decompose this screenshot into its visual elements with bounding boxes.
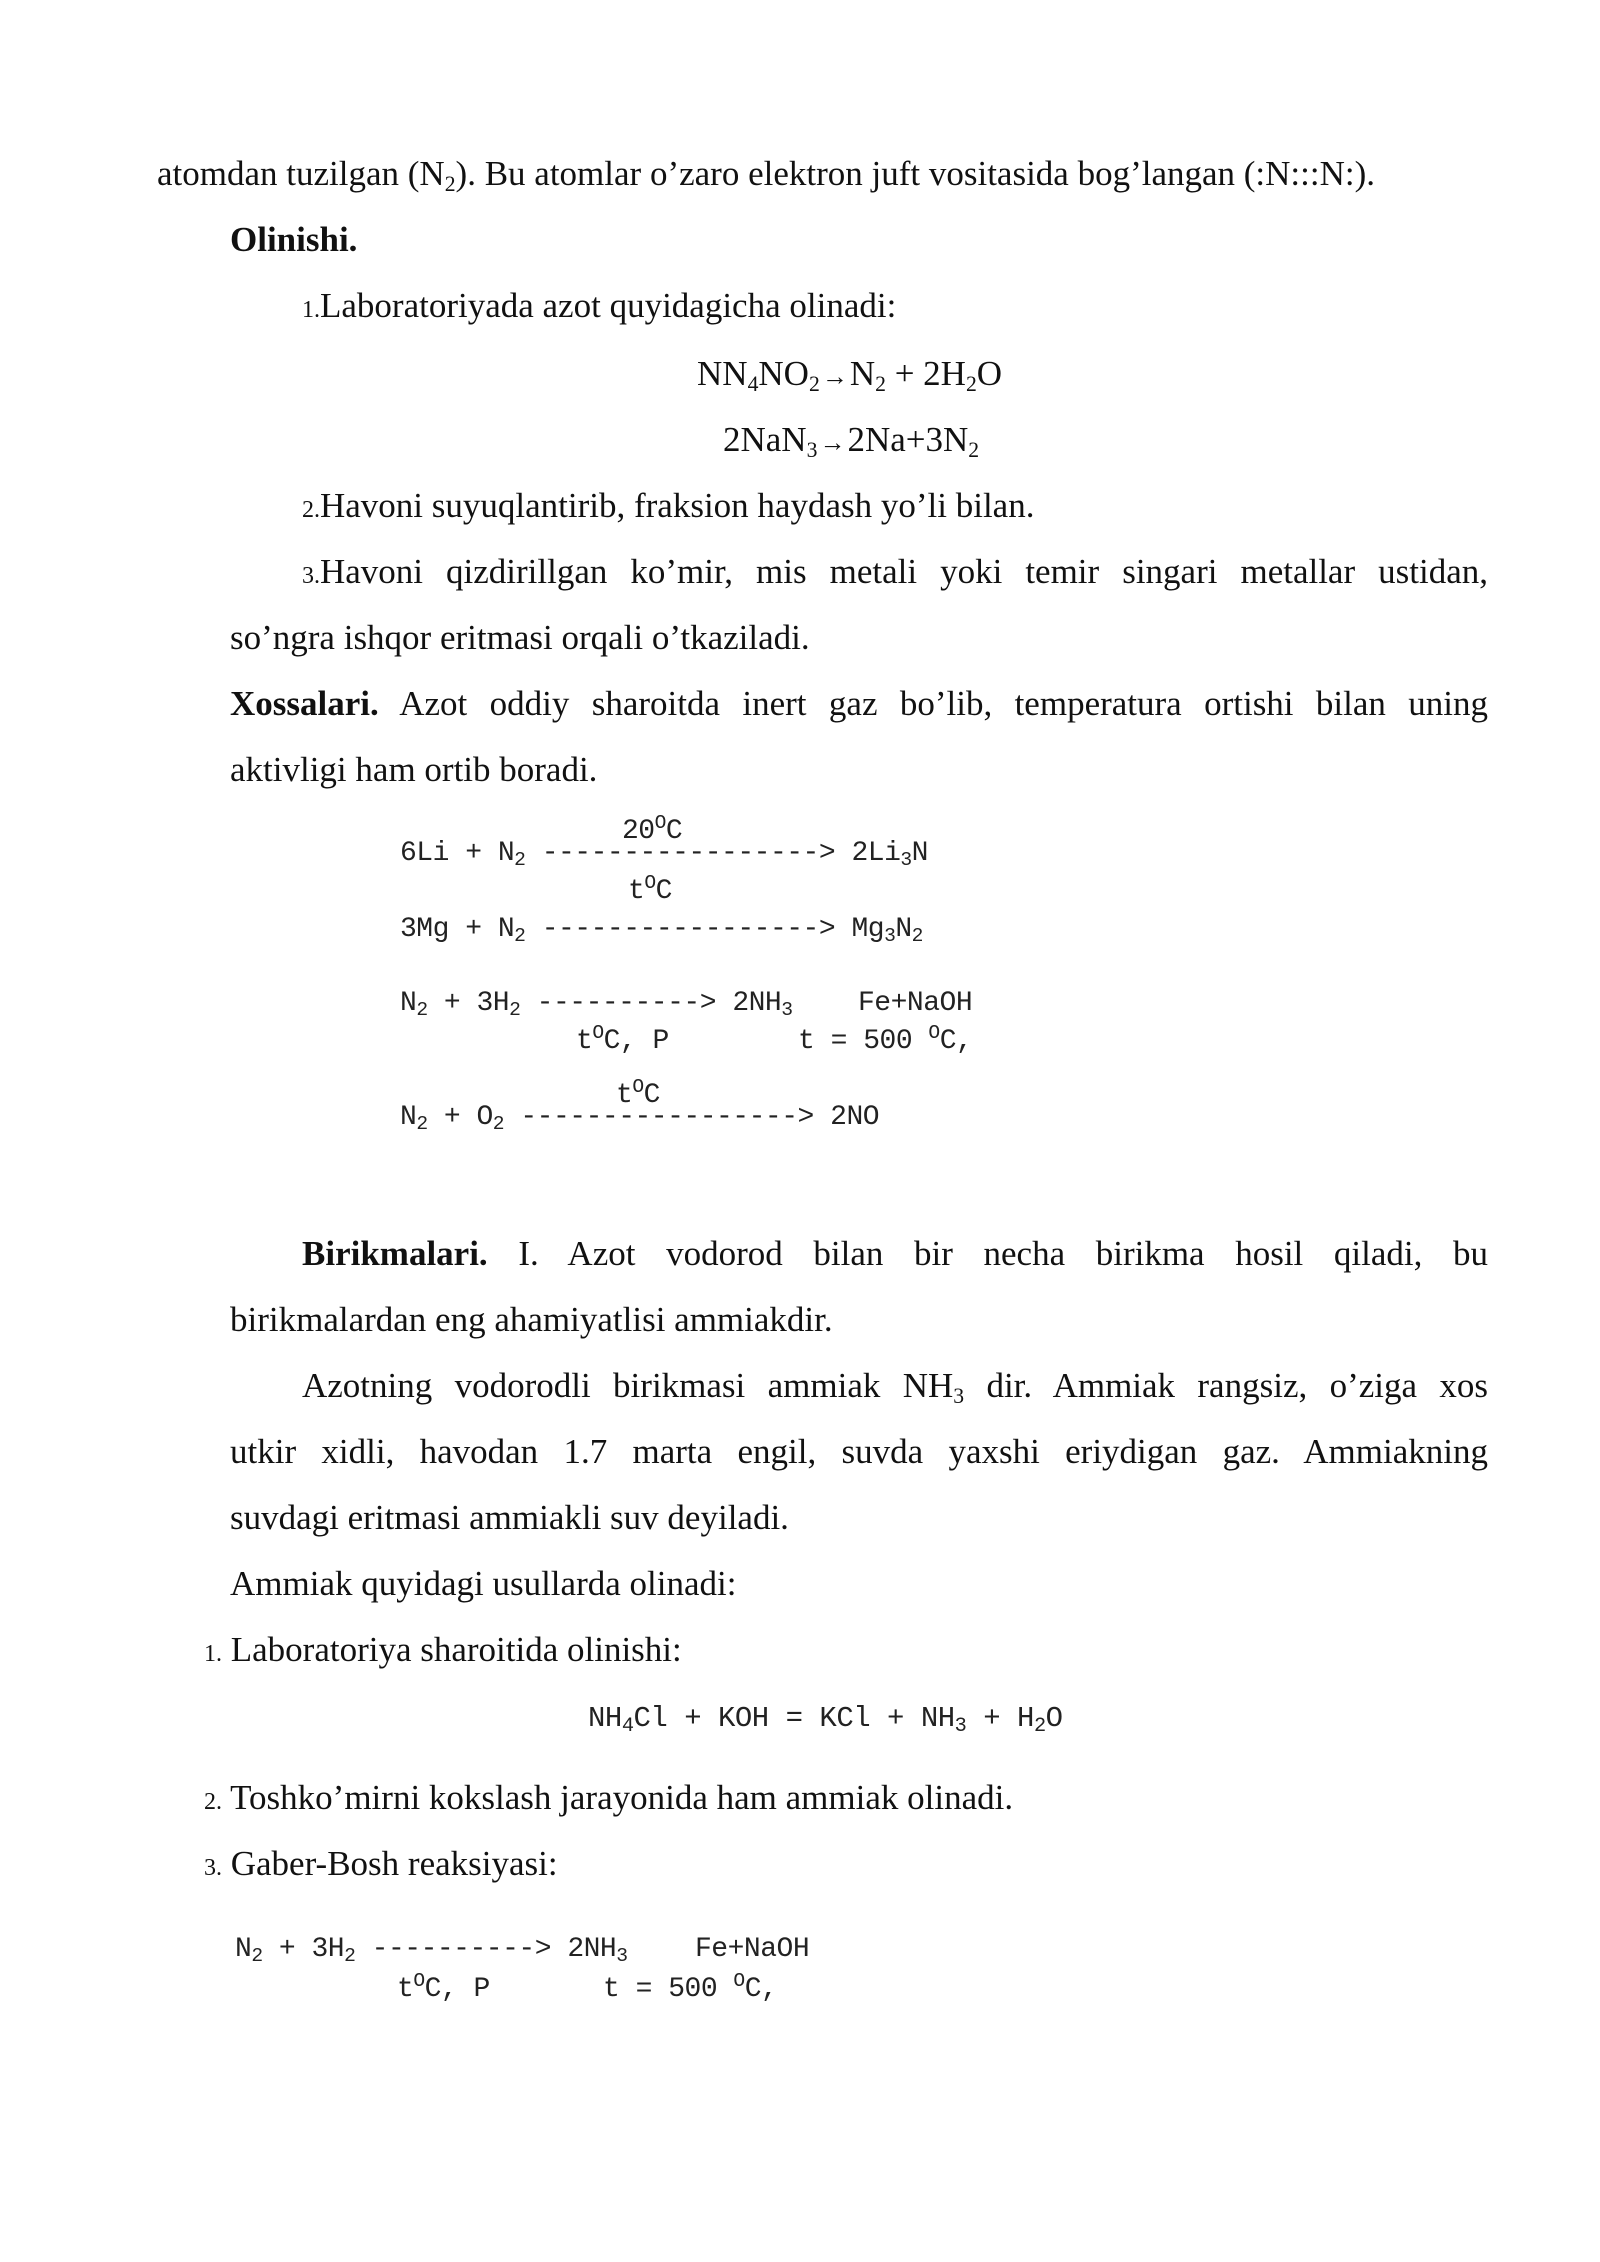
olinishi-item-3-line-1: 3.Havoni qizdirillgan ko’mir, mis metali yoki temir singari metallar ustidan,	[302, 552, 1488, 591]
reaction-3-temperature: t = 500 $^O$C,	[798, 1022, 973, 1057]
reaction-4: N2 + O2 -----------------> 2NO	[400, 1102, 880, 1135]
ammiak-item-2: 2. Toshko’mirni kokslash jarayonida ham ammiak olinadi.	[204, 1778, 1014, 1817]
olinishi-heading: Olinishi.	[230, 220, 358, 259]
gaber-bosh-image	[235, 1934, 855, 2014]
reactions-image	[400, 812, 1020, 1142]
reaction-1-below: $t^OC$	[628, 872, 672, 907]
ammiak-paragraph-line-2: utkir xidli, havodan 1.7 marta engil, suvda yaxshi eriydigan gaz. Ammiakning	[230, 1432, 1488, 1471]
equation-1: $NN_4NO_2\to N_2 + 2H_2O$	[697, 354, 1003, 397]
gaber-condition: $t^OC$, P	[397, 1970, 490, 2005]
reaction-4-condition: $t^OC$	[616, 1076, 660, 1111]
reaction-1: 6Li + N2 -----------------> 2Li3N	[400, 838, 928, 871]
xossalari-line-1: Xossalari. Azot oddiy sharoitda inert gaz bo’lib, temperatura ortishi bilan uning	[230, 684, 1488, 723]
ammiak-paragraph-line-3: suvdagi eritmasi ammiakli suv deyiladi.	[230, 1498, 789, 1537]
birikmalari-line-2: birikmalardan eng ahamiyatlisi ammiakdir.	[230, 1300, 833, 1339]
reaction-3-condition: $t^OC$, P	[576, 1022, 669, 1057]
equation-3: NH4Cl + KOH = KCl + NH3 + H2O	[588, 1702, 1063, 1739]
reaction-1-condition: $20^OC$	[622, 812, 683, 847]
xossalari-line-2: aktivligi ham ortib boradi.	[230, 750, 598, 789]
olinishi-item-1: 1.Laboratoriyada azot quyidagicha olinadi:	[302, 286, 897, 325]
equation-2: $2NaN_3\to 2Na+3N_2$	[723, 420, 980, 463]
gaber-reaction: N2 + 3H2 ----------> 2NH3	[235, 1934, 628, 1967]
gaber-catalyst: Fe+NaOH	[695, 1934, 810, 1965]
item-number: 1.	[302, 297, 320, 323]
ammiak-paragraph-line-1: Azotning vodorodli birikmasi ammiak $NH_3$ dir. Ammiak rangsiz, o’ziga xos	[302, 1366, 1488, 1409]
intro-line: atomdan tuzilgan $(N_2)$. Bu atomlar o’zaro elektron juft vositasida bog’langan (:N:::N:).	[157, 154, 1376, 197]
reaction-3: N2 + 3H2 ----------> 2NH3	[400, 988, 793, 1021]
ammiak-item-3: 3. Gaber-Bosh reaksiyasi:	[204, 1844, 558, 1883]
gaber-temperature: t = 500 $^O$C,	[603, 1970, 778, 2005]
reaction-3-catalyst: Fe+NaOH	[858, 988, 973, 1019]
olinishi-item-3-line-2: so’ngra ishqor eritmasi orqali o’tkaziladi.	[230, 618, 810, 657]
ammiak-item-1: 1. Laboratoriya sharoitida olinishi:	[204, 1630, 682, 1669]
olinishi-item-2: 2.Havoni suyuqlantirib, fraksion haydash yo’li bilan.	[302, 486, 1035, 525]
reaction-2: 3Mg + N2 -----------------> Mg3N2	[400, 914, 923, 947]
ammiak-methods-intro: Ammiak quyidagi usullarda olinadi:	[230, 1564, 737, 1603]
birikmalari-line-1: Birikmalari. I. Azot vodorod bilan bir necha birikma hosil qiladi, bu	[302, 1234, 1488, 1273]
